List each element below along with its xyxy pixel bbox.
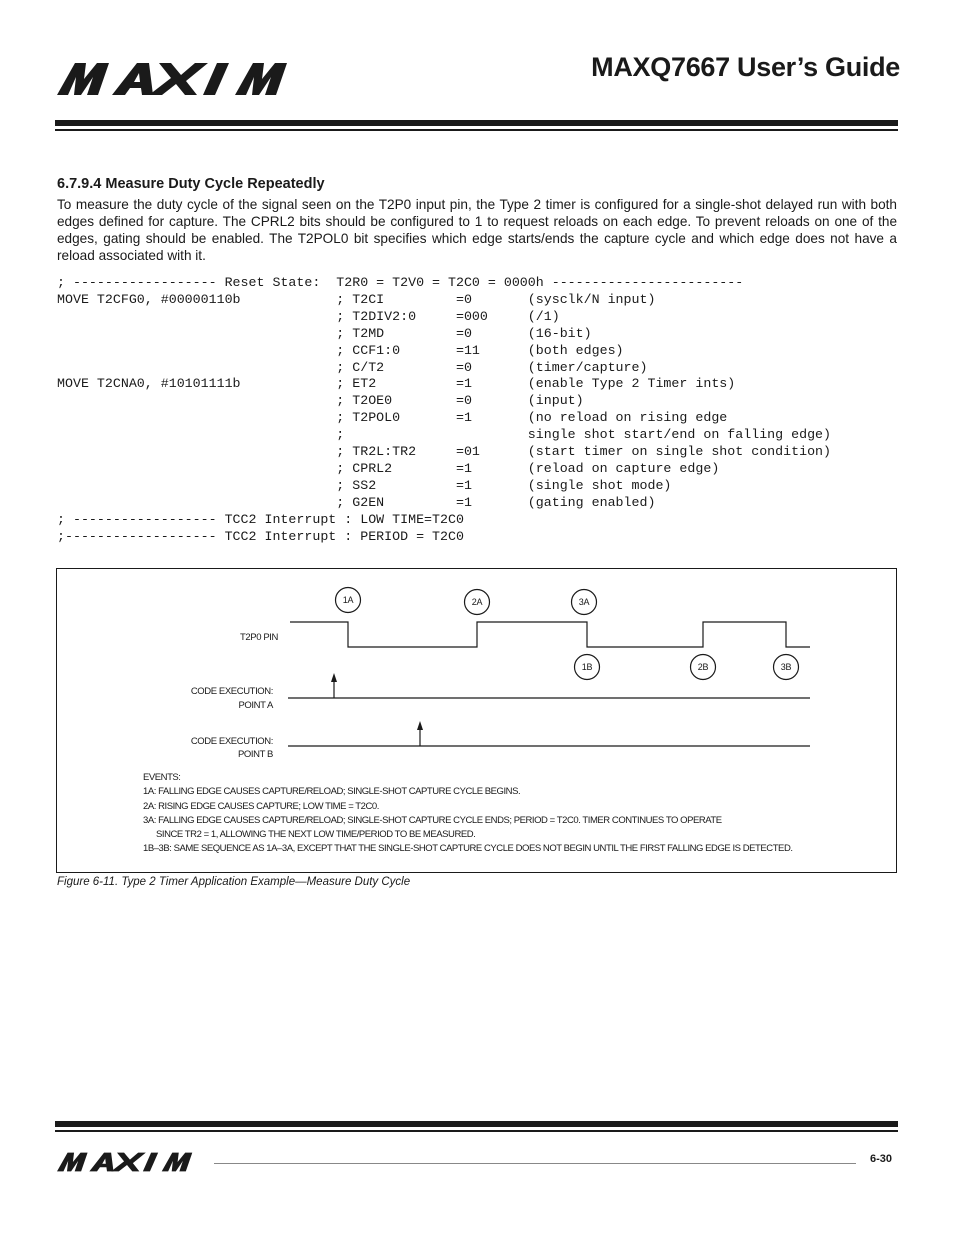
section-paragraph: To measure the duty cycle of the signal seen on the T2P0 input pin, the Type 2 timer is configured for a single-shot delayed run with both edges defined for capture. The CPRL2 bits should be configured to 1 to request reloads on each edge. To prevent reloads on one of the edges, gating should be enabled. The T2POL0 bit specifies which edge starts/ends the capture cycle and which edge does not have a reload associated with it. — [57, 197, 897, 263]
arrowhead-a — [331, 673, 337, 682]
event-item: 2A: RISING EDGE CAUSES CAPTURE; LOW TIME = T2C0. — [143, 800, 379, 812]
code-line: ; T2POL0 =1 (no reload on rising edge — [57, 410, 728, 426]
t2p0-waveform — [290, 622, 810, 647]
document-title: MAXQ7667 User’s Guide — [591, 52, 900, 82]
figure-caption: Figure 6-11. Type 2 Timer Application Example—Measure Duty Cycle — [57, 876, 411, 888]
event-item: SINCE TR2 = 1, ALLOWING THE NEXT LOW TIME/PERIOD TO BE MEASURED. — [156, 829, 476, 841]
page-number: 6-30 — [869, 1153, 892, 1165]
code-line: ; single shot start/end on falling edge) — [57, 427, 832, 443]
code-line: ; T2DIV2:0 =000 (/1) — [57, 308, 560, 324]
marker-label-2a: 2A — [471, 597, 483, 607]
signal-label-t2p0: T2P0 PIN — [240, 632, 278, 643]
code-line: ; TR2L:TR2 =01 (start timer on single shot condition) — [57, 444, 832, 460]
marker-label-1a: 1A — [342, 595, 354, 605]
code-line: ; SS2 =1 (single shot mode) — [57, 477, 672, 493]
code-line: ; ------------------ TCC2 Interrupt : LOW TIME=T2C0 — [57, 511, 464, 527]
maxim-logo-footer — [57, 1152, 207, 1172]
code-line: MOVE T2CFG0, #00000110b ; T2CI =0 (sysclk/N input) — [57, 291, 656, 307]
event-item: 1B–3B: SAME SEQUENCE AS 1A–3A, EXCEPT THAT THE SINGLE-SHOT CAPTURE CYCLE DOES NOT BEGIN UNTIL THE FIRST FALLING EDGE IS DETECTED. — [143, 843, 793, 855]
event-item: 1A: FALLING EDGE CAUSES CAPTURE/RELOAD; SINGLE-SHOT CAPTURE CYCLE BEGINS. — [143, 786, 521, 798]
code-line: ; C/T2 =0 (timer/capture) — [57, 359, 648, 375]
row-b-label-line2: POINT B — [237, 749, 273, 760]
row-a-label-line1: CODE EXECUTION: — [190, 686, 273, 697]
code-line: ; CPRL2 =1 (reload on capture edge) — [57, 460, 720, 476]
code-line: MOVE T2CNA0, #10101111b ; ET2 =1 (enable Type 2 Timer ints) — [57, 376, 736, 392]
marker-label-1b: 1B — [581, 662, 593, 672]
code-line: ; G2EN =1 (gating enabled) — [57, 494, 656, 510]
arrowhead-b — [417, 721, 423, 730]
marker-label-3a: 3A — [578, 597, 590, 607]
row-a-label-line2: POINT A — [238, 700, 273, 711]
footer-rule-thin — [55, 1130, 898, 1132]
event-item: 3A: FALLING EDGE CAUSES CAPTURE/RELOAD; SINGLE-SHOT CAPTURE CYCLE ENDS; PERIOD = T2C0. TIMER CONTINUES TO OPERATE — [143, 814, 722, 826]
footer-rule-thick — [55, 1121, 898, 1127]
code-line: ; T2OE0 =0 (input) — [57, 393, 584, 409]
footer-rule-hairline — [214, 1163, 856, 1164]
code-line: ;------------------- TCC2 Interrupt : PERIOD = T2C0 — [57, 528, 464, 544]
code-line: ; CCF1:0 =11 (both edges) — [57, 342, 624, 358]
section-heading: 6.7.9.4 Measure Duty Cycle Repeatedly — [57, 176, 325, 192]
row-b-label-line1: CODE EXECUTION: — [190, 736, 273, 747]
code-line: ; ------------------ Reset State: T2R0 = T2V0 = T2C0 = 0000h ------------------------ — [57, 275, 744, 290]
code-line: ; T2MD =0 (16-bit) — [57, 325, 592, 341]
events-title: EVENTS: — [143, 772, 181, 783]
marker-label-2b: 2B — [697, 662, 709, 672]
events-legend — [143, 771, 793, 857]
marker-label-3b: 3B — [780, 662, 792, 672]
